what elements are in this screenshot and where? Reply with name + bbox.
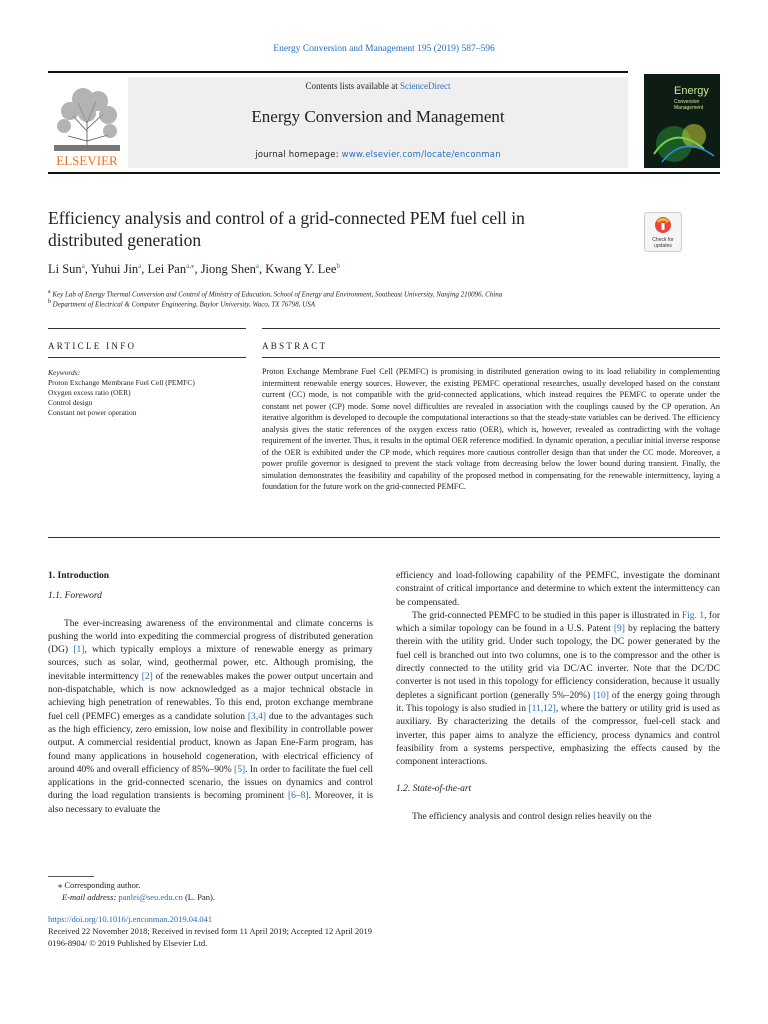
- citation-link[interactable]: [10]: [593, 690, 609, 701]
- email-note: [62, 892, 215, 904]
- body-right-column: [396, 570, 720, 824]
- citation-link[interactable]: [9]: [613, 624, 625, 635]
- paragraph: [48, 618, 373, 817]
- article-info-heading: ARTICLE INFO: [48, 341, 137, 351]
- email-label: E-mail address:: [62, 892, 119, 902]
- paragraph-text: , which typically employs a mixture of renewable energy as primary sources, such as solar, wind, geothermal power, etc. Although promising, the inevitable intermittency: [48, 645, 373, 682]
- paragraph-text: The ever-increasing awareness of the environmental and climate concerns is pushing the world into expediting the commercial progress of distributed generation (DG): [48, 618, 373, 656]
- figure-link[interactable]: Fig. 1: [681, 610, 705, 621]
- abstract-top-rule: [262, 328, 720, 329]
- contents-prefix: Contents lists available at: [305, 81, 400, 91]
- abstract-text: Proton Exchange Membrane Fuel Cell (PEMFC) is promising in distributed generation owing to its load reliability in complementing intermittent renewable energy sources. However, the existing PEMFC operational researches, usually developed based on the constant current (CC) mode, is not compatible with the grid-connected applications, which instead requires the PEMFC to operate under the constant net power (CP) mode. Some novel difficulties are revealed in association with the couplings caused by the CP operation. An iterative algorithm is developed to decouple the computational interactions so that the steady-state variables can be derived. The efficiency analysis gives the static references of the oxygen excess ratio (OER), which is, however, revealed as contradicting with the voltage requirement of the inverter. Thus, it results in the optimal OER reference modified. In dynamic operation, a peculiar initial inverse response of the OER is exhibited under the CP mode, which requires more cautious controller design than that under the CC mode. Moreover, a power profile governor is designed to prevent the stack voltage from decreasing below the lower bound during transient. Finally, the simulation demonstrates the feasibility and capability of the proposed method in compensating for the renewable intermittency, laying a foundation for the future work on the grid-connected PEMFC.: [262, 367, 720, 492]
- article-info-top-rule: [48, 328, 246, 329]
- author-name[interactable]: Jiong Shen: [200, 262, 256, 277]
- cover-title-3: Management: [674, 105, 704, 111]
- affiliation-sup: a: [48, 289, 51, 295]
- citation-link[interactable]: [3,4]: [247, 711, 267, 722]
- article-info-rule: [48, 357, 246, 358]
- elsevier-tree-icon: [48, 81, 126, 167]
- corresponding-author-note: ⁎ Corresponding author.: [58, 880, 141, 890]
- keyword-item: Proton Exchange Membrane Fuel Cell (PEMFC): [48, 378, 195, 387]
- homepage-prefix: journal homepage:: [255, 150, 342, 160]
- author-name[interactable]: Yuhui Jin: [90, 262, 139, 277]
- paragraph-text: due to the advantages such as the high efficiency, zero emission, low noise and flexibility in controllable power output. A commercial residential product, known as Japan Ene-Farm program, has found many applications in household cogeneration, with electrical efficiency of around 40% and overall efficiency of 85%–90%: [48, 711, 373, 775]
- elsevier-wordmark: ELSEVIER: [56, 153, 118, 167]
- keyword-item: Constant net power operation: [48, 408, 137, 417]
- journal-cover-image[interactable]: [644, 74, 720, 168]
- citation-link[interactable]: [6–8]: [287, 791, 309, 802]
- received-dates: Received 22 November 2018; Received in revised form 11 April 2019; Accepted 12 April 2019: [48, 926, 373, 936]
- elsevier-logo[interactable]: [48, 81, 126, 167]
- subsection-heading-foreword: 1.1. Foreword: [48, 591, 102, 602]
- journal-reference[interactable]: Energy Conversion and Management 195 (2019) 587–596: [273, 44, 495, 54]
- author-list: Li Sun$^a$, Yuhui Jin$^a$, Lei Pan$^{a,⁎}$, Jiong Shen$^a$, Kwang Y. Lee$^b$: [48, 262, 340, 277]
- author-sup[interactable]: a: [255, 262, 260, 270]
- header-bottom-rule: [48, 172, 720, 174]
- email-link[interactable]: panlei@seu.edu.cn: [118, 892, 183, 902]
- journal-header: [48, 77, 628, 168]
- section-heading-introduction: 1. Introduction: [48, 571, 110, 581]
- paragraph-text: The grid-connected PEMFC to be studied in this paper is illustrated in: [412, 610, 682, 621]
- article-title: [48, 207, 608, 251]
- body-left-column: [48, 570, 373, 817]
- author-sup[interactable]: a: [138, 262, 142, 270]
- affiliation-sup: b: [48, 299, 51, 305]
- email-suffix: (L. Pan).: [182, 892, 215, 902]
- abstract-bottom-rule: [48, 537, 720, 538]
- paragraph: efficiency and load-following capability of the PEMFC, investigate the dominant constraint of critical importance and determine to which extent the intermittency can be compensated.: [396, 571, 720, 608]
- citation-link[interactable]: [2]: [141, 671, 153, 682]
- keywords-block: [48, 368, 195, 418]
- doi-link[interactable]: [48, 914, 212, 926]
- paragraph-text: of the renewables makes the power output uncertain and non-dispatchable, which is now acknowledged as a major technical obstacle in achieving high penetration of renewables. To this end, proton exchange membrane fuel cell (PEMFC) emerges as a candidate solution: [48, 671, 374, 722]
- author-name[interactable]: Lei Pan: [147, 262, 187, 277]
- paragraph-text: . Moreover, it is also necessary to evaluate the: [48, 791, 373, 815]
- journal-banner: [128, 77, 628, 168]
- citation-link[interactable]: [5]: [234, 764, 246, 775]
- author-sup[interactable]: b: [336, 262, 340, 270]
- cover-title-1: Energy: [674, 85, 709, 97]
- paragraph-text: , for which a similar topology can be found in a U.S. Patent: [396, 610, 720, 635]
- article-title-line-1: Efficiency analysis and control of a grid-connected PEM fuel cell in: [48, 208, 525, 228]
- homepage-link[interactable]: www.elsevier.com/locate/enconman: [341, 150, 501, 160]
- citation-link[interactable]: [11,12]: [528, 703, 556, 714]
- affiliation-text: Key Lab of Energy Thermal Conversion and Control of Ministry of Education, School of Energy and Environment, Southeast University, Nanjing 210096, China: [52, 290, 503, 299]
- sciencedirect-link[interactable]: ScienceDirect: [400, 81, 451, 91]
- paragraph-text: by replacing the battery therein with the utility grid. Under such topology, the DC power generated by the fuel cell is branched out into two columns, one is to the compressor and the other is directly connected to the utility grid via DC/AC inverter. Note that the DC/DC converter is not used in this topology for efficiency consideration, because it usually depletes a significant portion (generally 5%–20%): [396, 624, 720, 701]
- badge-text-2: updates: [654, 243, 672, 249]
- author-sup[interactable]: a: [81, 262, 85, 270]
- cover-art: [644, 74, 720, 168]
- subsection-heading-state-of-the-art: 1.2. State-of-the-art: [396, 784, 472, 795]
- affiliation-text: Department of Electrical & Computer Engineering, Baylor University, Waco, TX 76798, USA: [52, 300, 316, 309]
- citation-link[interactable]: [1]: [73, 645, 85, 656]
- journal-title: Energy Conversion and Management: [251, 107, 505, 126]
- copyright-notice: 0196-8904/ © 2019 Published by Elsevier Ltd.: [48, 938, 208, 948]
- abstract-heading: ABSTRACT: [262, 341, 328, 351]
- paragraph-text: . In order to facilitate the fuel cell applications in the grid-connected scenario, the issues on dynamics and control during the load regulation transients is becoming prominent: [48, 764, 373, 802]
- cover-title-2: Conversion: [674, 99, 700, 105]
- journal-homepage: [128, 150, 628, 160]
- author-sup[interactable]: a,⁎: [186, 262, 195, 270]
- paragraph: The efficiency analysis and control design relies heavily on the: [412, 811, 652, 822]
- footnote-rule: [48, 876, 94, 877]
- keyword-item: Oxygen excess ratio (OER): [48, 388, 131, 397]
- badge-text-1: Check for: [652, 237, 674, 243]
- abstract-rule: [262, 357, 720, 358]
- paragraph: [396, 610, 720, 770]
- affiliation-b: [48, 299, 315, 308]
- author-name[interactable]: Kwang Y. Lee: [265, 262, 337, 277]
- doi-link-text[interactable]: https://doi.org/10.1016/j.enconman.2019.04.041: [48, 914, 213, 924]
- article-title-line-2: distributed generation: [48, 230, 202, 250]
- paragraph-text: of the energy going through it. This topology is also studied in: [396, 690, 721, 714]
- check-for-updates-badge[interactable]: [644, 212, 682, 252]
- author-name[interactable]: Li Sun: [48, 262, 82, 277]
- contents-line: [128, 81, 628, 91]
- paragraph-text: , where the battery or utility grid is used as auxiliary. By characterizing the details of the compressor, fuel-cell stack and inverter, this paper aims to analyze the efficiency, process dynamics and control feasibility from a systems perspective, emphasizing the effects caused by the component interactions.: [396, 703, 720, 768]
- check-updates-icon: [644, 212, 682, 252]
- keywords-label: Keywords:: [48, 368, 81, 377]
- header-top-rule: [48, 71, 628, 73]
- keyword-item: Control design: [48, 398, 93, 407]
- affiliation-a: [48, 289, 502, 298]
